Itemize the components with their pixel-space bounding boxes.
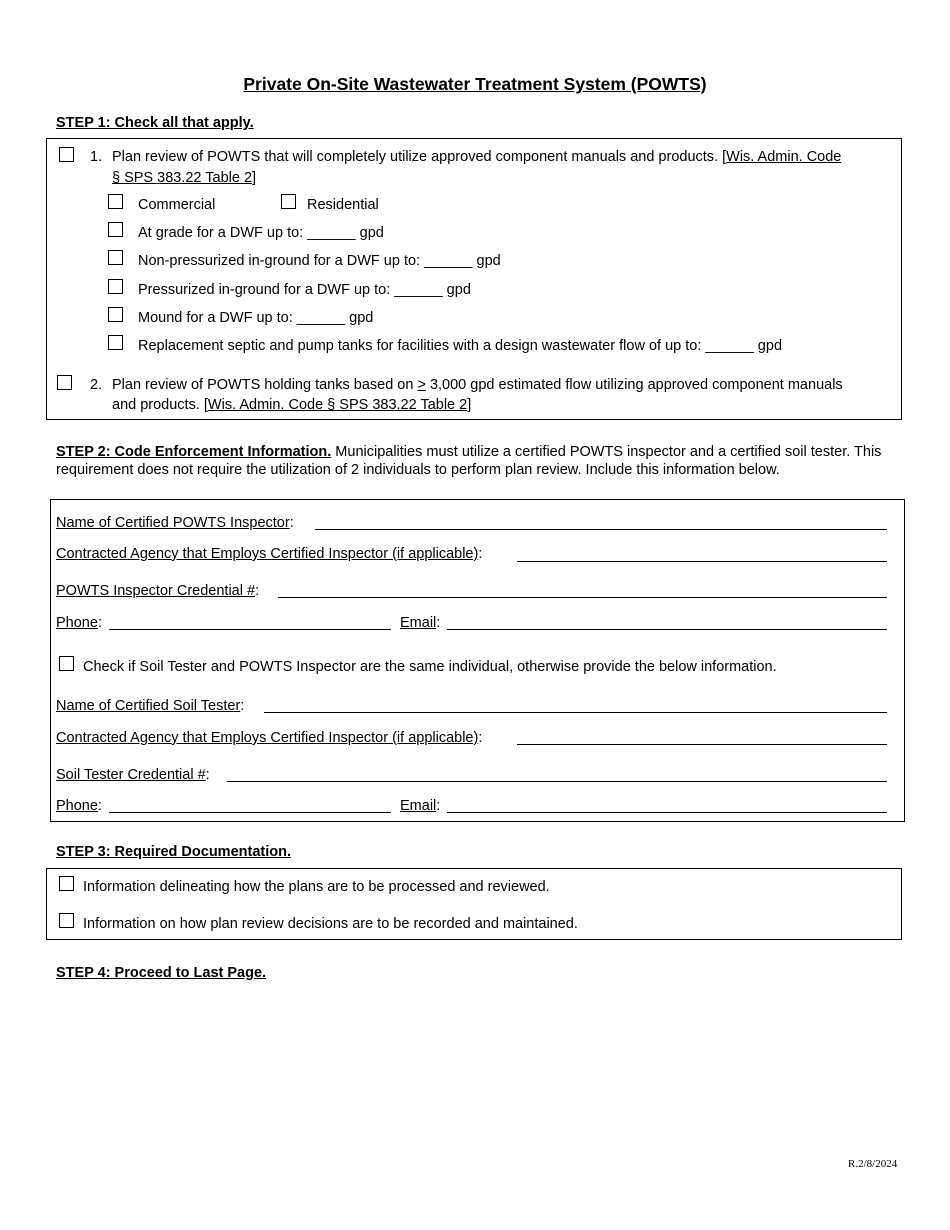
mound-checkbox[interactable] bbox=[108, 307, 123, 322]
replacement-checkbox[interactable] bbox=[108, 335, 123, 350]
residential-checkbox[interactable] bbox=[281, 194, 296, 209]
item2-number: 2. bbox=[90, 377, 103, 393]
soil-phone-field[interactable] bbox=[109, 812, 391, 813]
pressurized-label: Pressurized in-ground for a DWF up to: ______ gpd bbox=[138, 282, 471, 298]
item2-checkbox[interactable] bbox=[57, 375, 72, 390]
inspector-phone-field[interactable] bbox=[109, 629, 391, 630]
soil-credential-field[interactable] bbox=[227, 781, 887, 782]
item1-text-line2: § SPS 383.22 Table 2] bbox=[112, 170, 257, 186]
item1-text: Plan review of POWTS that will completely utilize approved component manuals and products. [Wis. Admin. Code bbox=[112, 149, 842, 165]
inspector-credential-label: POWTS Inspector Credential #: bbox=[56, 583, 260, 599]
step3-item1-label: Information delineating how the plans are to be processed and reviewed. bbox=[83, 879, 550, 895]
step3-heading: STEP 3: Required Documentation. bbox=[56, 844, 291, 860]
soil-email-field[interactable] bbox=[447, 812, 887, 813]
inspector-credential-field[interactable] bbox=[278, 597, 887, 598]
inspector-name-label: Name of Certified POWTS Inspector: bbox=[56, 515, 294, 531]
soil-agency-field[interactable] bbox=[517, 744, 887, 745]
inspector-email-label: Email: bbox=[400, 615, 441, 631]
step2-heading: STEP 2: Code Enforcement Information. bbox=[56, 444, 332, 460]
item1-code-link: Wis. Admin. Code bbox=[726, 149, 842, 165]
inspector-phone-label: Phone: bbox=[56, 615, 102, 631]
inspector-email-field[interactable] bbox=[447, 629, 887, 630]
step3-item2-label: Information on how plan review decisions are to be recorded and maintained. bbox=[83, 916, 578, 932]
item2-code-link: Wis. Admin. Code § SPS 383.22 Table 2 bbox=[207, 397, 468, 413]
soil-credential-label: Soil Tester Credential #: bbox=[56, 767, 210, 783]
soil-email-label: Email: bbox=[400, 798, 441, 814]
inspector-agency-field[interactable] bbox=[517, 561, 887, 562]
soil-tester-name-field[interactable] bbox=[264, 712, 887, 713]
item2-text: Plan review of POWTS holding tanks based on > 3,000 gpd estimated flow utilizing approved component manuals bbox=[112, 377, 843, 393]
mound-label: Mound for a DWF up to: ______ gpd bbox=[138, 310, 374, 326]
item1-number: 1. bbox=[90, 149, 103, 165]
inspector-name-field[interactable] bbox=[315, 529, 887, 530]
step2-intro: STEP 2: Code Enforcement Information. Municipalities must utilize a certified POWTS inspector and a certified soil tester. This requirement does not require the utilization of 2 individuals to perform plan review. Include this information below. bbox=[56, 444, 882, 478]
same-individual-checkbox[interactable] bbox=[59, 656, 74, 671]
inspector-agency-label: Contracted Agency that Employs Certified Inspector (if applicable): bbox=[56, 546, 483, 562]
soil-phone-label: Phone: bbox=[56, 798, 102, 814]
step3-item1-checkbox[interactable] bbox=[59, 876, 74, 891]
step4-heading: STEP 4: Proceed to Last Page. bbox=[56, 965, 267, 981]
step3-item2-checkbox[interactable] bbox=[59, 913, 74, 928]
non-pressurized-label: Non-pressurized in-ground for a DWF up to: ______ gpd bbox=[138, 253, 501, 269]
at-grade-checkbox[interactable] bbox=[108, 222, 123, 237]
same-individual-label: Check if Soil Tester and POWTS Inspector are the same individual, otherwise provide the below information. bbox=[83, 659, 777, 675]
soil-agency-label: Contracted Agency that Employs Certified Inspector (if applicable): bbox=[56, 730, 483, 746]
soil-tester-name-label: Name of Certified Soil Tester: bbox=[56, 698, 245, 714]
at-grade-label: At grade for a DWF up to: ______ gpd bbox=[138, 225, 384, 241]
item1-checkbox[interactable] bbox=[59, 147, 74, 162]
item2-text-line2: and products. [Wis. Admin. Code § SPS 383.22 Table 2] bbox=[112, 397, 472, 413]
commercial-label: Commercial bbox=[138, 197, 216, 213]
revision-date: R.2/8/2024 bbox=[848, 1158, 898, 1170]
page-title: Private On-Site Wastewater Treatment System (POWTS) bbox=[243, 74, 707, 94]
non-pressurized-checkbox[interactable] bbox=[108, 250, 123, 265]
commercial-checkbox[interactable] bbox=[108, 194, 123, 209]
replacement-label: Replacement septic and pump tanks for facilities with a design wastewater flow of up to: ______ gpd bbox=[138, 338, 783, 354]
step1-heading: STEP 1: Check all that apply. bbox=[56, 115, 254, 131]
residential-label: Residential bbox=[307, 197, 379, 213]
pressurized-checkbox[interactable] bbox=[108, 279, 123, 294]
